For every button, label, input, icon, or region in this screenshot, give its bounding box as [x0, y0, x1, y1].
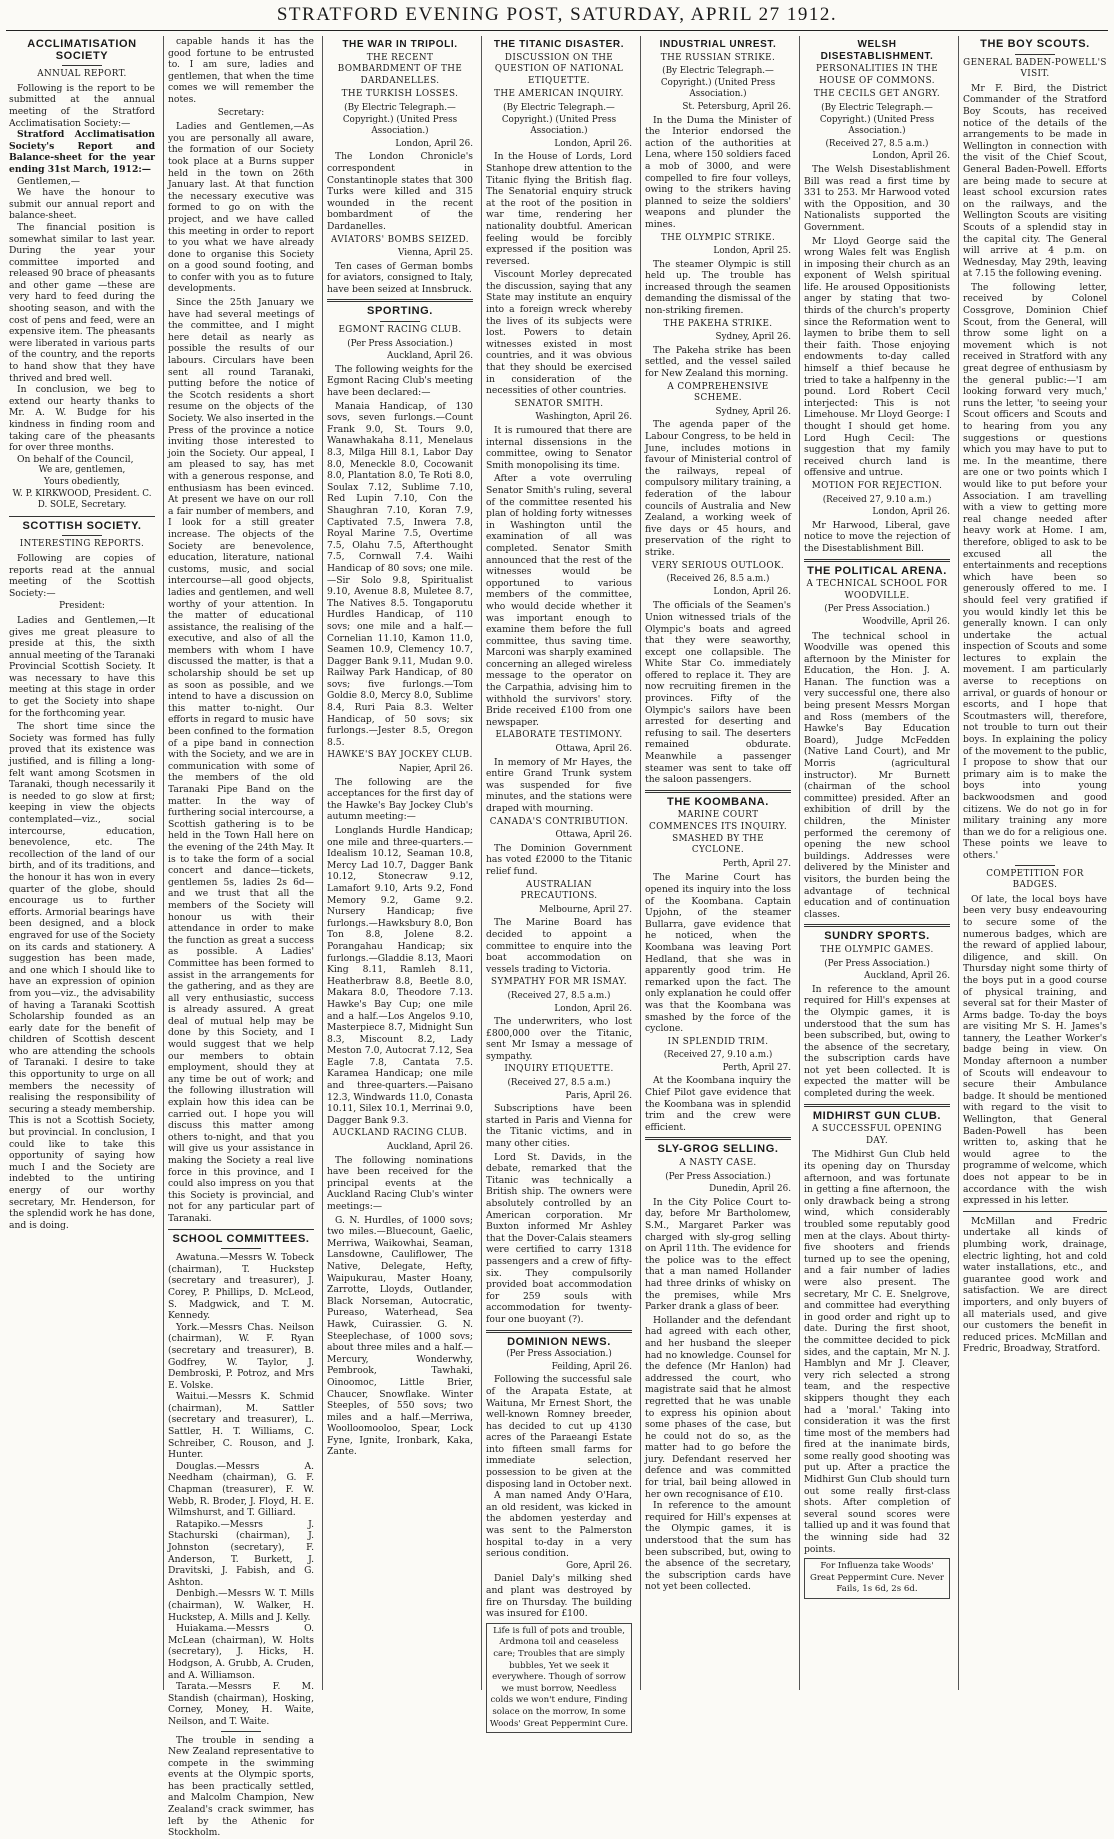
paragraph: The following nominations have been received for the principal events at the Auckland Racing Club's winter meetings:— [327, 1154, 473, 1212]
advertisement: For Influenza take Woods' Great Peppermint Cure. Never Fails, 1s 6d, 2s 6d. [804, 1558, 950, 1599]
column-1 [6, 36, 158, 1690]
column-5 [642, 36, 794, 1690]
received-time: (Received 27, 9.10 a.m.) [663, 1050, 773, 1061]
subheading: VERY SERIOUS OUTLOOK. [651, 560, 785, 571]
paragraph: In reference to the amount required for Hill's expenses at the Olympic games, it is understood that the sum has been subscribed, but, owing to the absence of the secretary, the subscription cards have not yet been collected. [645, 1500, 791, 1593]
paragraph: G. N. Hurdles, of 1000 sovs; two miles.—Bluecount, Gaelic, Merriwa, Waikowhai, Seaman, Lansdowne, Cauliflower, The Native, Delegate, Hefty, Waipukurau, Master Hoany, Zarrotte, Lloyds, Outlander, Black Norseman, Autocratic, Pureaso, Waterhead, Sea Hawk, Cuirassier. G. N. Steeplechase, of 1000 sovs; about three miles and a half.—Mercury, Wonderwhy, Pembrook, Tawhaki, Oinoomoc, Little Brier, Chaucer, Snowflake. Winter Steeples, of 550 sovs; two miles and a half.—Merriwa, Woolloomooloo, Spear, Lock Fyne, Ignite, Ironbark, Kaka, Zante. [327, 1214, 473, 1458]
paragraph: A man named Andy O'Hara, an old resident, was kicked in the abdomen yesterday and was sent to the Palmerston hospital to-day in a very serious condition. [486, 1490, 632, 1560]
paragraph: The agenda paper of the Labour Congress, to be held in June, includes motions in favour of Ministerial control of the railways, repeal of compulsory military training, a federation of the labour councils of Australia and New Zealand, a working week of five days or 45 hours, and preservation of the right to strike. [645, 419, 791, 558]
paragraph: Lord St. Davids, in the debate, remarked that the Titanic was technically a British ship. The owners were absolutely controlled by an American corporation. Mr Buxton informed Mr Ashley that the Dover-Calais steamers were certified to carry 1318 passengers and a crew of fifty-six. They compulsorily provided boat accommodation for 259 souls with accommodation for twenty-four one buoyant (?). [486, 1151, 632, 1325]
subheading-interesting-reports: INTERESTING REPORTS. [19, 539, 145, 550]
paragraph: The Dominion Government has voted £2000 to the Titanic relief fund. [486, 842, 632, 877]
paragraph: The following weights for the Egmont Racing Club's meeting have been declared:— [327, 363, 473, 399]
subheading: AVIATORS' BOMBS SEIZED. [331, 234, 469, 245]
column-7 [960, 36, 1110, 1690]
heading-school-committees: SCHOOL COMMITTEES. [172, 1232, 310, 1245]
column-6 [801, 36, 953, 1690]
received-time: (Received 27, 8.5 a.m.) [507, 990, 611, 1001]
masthead-rule [6, 30, 1108, 31]
advertisement: McMillan and Fredric undertake all kinds of plumbing work, drainage, electric lighting, hot and cold water installations, etc., and guarantee good work and satisfaction. We are direct importers, and only buyers of all materials used, and give our customers the benefit in reduced prices. McMillan and Fredric, Broadway, Stratford. [963, 1215, 1107, 1355]
subheading: EGMONT RACING CLUB. [338, 325, 462, 336]
rule [62, 65, 102, 66]
dateline: Sydney, April 26. [715, 332, 791, 343]
dateline: Woodville, April 26. [862, 616, 950, 627]
rule [221, 1248, 261, 1249]
heading-sporting: SPORTING. [367, 305, 433, 318]
subheading: CANADA'S CONTRIBUTION. [489, 816, 629, 827]
column-rule [640, 36, 641, 1690]
paragraph: The technical school in Woodville was opened this afternoon by the Minister for Education, the Hon. J. A. Hanan. The function was a very successful one, there also being present Messrs Morgan and Ross (members of the Hawke's Bay Education Board), Judge McFedden (Native Land Court), and Mr Morris (agricultural instructor). Mr Burnett (chairman of the school committee) presided. After an exhibition of drill by the children, the Minister performed the ceremony of opening the new school buildings. Addresses were delivered by the Minister and visitors, the burden being the advantage of technical education and of continuation classes. [804, 630, 950, 920]
paragraph: Subscriptions have been started in Paris and Vienna for the Titanic victims, and in many other cities. [486, 1103, 632, 1150]
subheading: THE RECENT BOMBARDMENT OF THE DARDANELLES. [337, 52, 463, 86]
heading-midhirst-gun-club: MIDHIRST GUN CLUB. [812, 1109, 942, 1122]
subheading: A TECHNICAL SCHOOL FOR WOODVILLE. [806, 579, 948, 601]
paragraph: Ratapiko.—Messrs J. Stachurski (chairman), J. Johnston (secretary), F. Anderson, T. Burkett, J. Dravitski, J. Fabish, and G. Ashton. [168, 1518, 314, 1588]
rule [963, 1211, 1107, 1212]
paragraph: Douglas.—Messrs A. Needham (chairman), G. F. Chapman (treasurer), F. W. Webb, R. Broder, J. Floyd, H. E. Wilmshurst, and T. Gilliard. [168, 1460, 314, 1519]
paragraph: York.—Messrs Chas. Neilson (chairman), W. F. Ryan (secretary and treasurer), B. Godfrey, W. Taylor, J. Dembroski, P. Potroz, and Mrs E. Volske. [168, 1321, 314, 1391]
subheading: THE PAKEHA STRIKE. [663, 318, 773, 329]
subheading-annual-report: ANNUAL REPORT. [37, 69, 127, 80]
paragraph: The steamer Olympic is still held up. The trouble has increased through the seamen demanding the dismissal of the non-striking firemen. [645, 258, 791, 317]
paragraph: In conclusion, we beg to extend our hearty thanks to Mr. A. W. Budge for his kindness in finding room and taking care of the pheasants for over three months. [9, 384, 155, 454]
heading-sundry-sports: SUNDRY SPORTS. [824, 930, 930, 943]
rule [221, 1731, 261, 1732]
paragraph: In memory of Mr Hayes, the entire Grand Trunk system was suspended for five minutes, and the stations were draped with mourning. [486, 756, 632, 814]
rule [380, 321, 420, 322]
received-time: (Received 27, 9.10 a.m.) [822, 494, 932, 505]
dateline: Dunedin, April 26. [709, 1184, 791, 1195]
dateline: Perth, April 27. [722, 858, 791, 869]
paragraph: The trouble in sending a New Zealand representative to compete in the swimming events at the Olympic sports, has been practically settled, and Malcolm Champion, New Zealand's crack swimmer, has left by the Athenic for Stockholm. [168, 1734, 314, 1839]
signature: W. P. KIRKWOOD, President. C. D. SOLE, Secretary. [12, 488, 152, 511]
subheading: DISCUSSION ON THE QUESTION OF NATIONAL ETIQUETTE. [494, 52, 624, 86]
subheading: A COMPREHENSIVE SCHEME. [667, 381, 769, 404]
wire-credit: (By Electric Telegraph.—Copyright.) (United Press Association.) [660, 66, 776, 100]
dateline: Perth, April 27. [722, 1062, 791, 1073]
subheading: A SUCCESSFUL OPENING DAY. [812, 1124, 942, 1146]
dateline: London, April 26. [554, 1003, 632, 1014]
paragraph: Following are copies of reports read at the annual meeting of the Scottish Society:— [9, 552, 155, 599]
subheading: ELABORATE TESTIMONY. [495, 730, 623, 741]
paragraph: Mr F. Bird, the District Commander of the Stratford Boy Scouts, has received notice of the details of the arrangements to be made in Wellington in connection with the visit of the Chief Scout, General Baden-Powell. Efforts are being made to secure at least school excursion rates on the railways, and the Wellington Scouts are visiting Scouts of a splendid stay in the capital city. The General will arrive at 4 p.m. on Wednesday, May 29th, leaving at 7.15 the following evening. [963, 82, 1107, 280]
paragraph: The financial position is somewhat similar to last year. During the year your committee imported and released 90 brace of pheasants and other game —these are very hard to feed during the shooting season, and with the cost of pens and feed, were an expensive item. The pheasants were liberated in various parts of the country, and the reports to hand show that they have thrived and bred well. [9, 221, 155, 384]
dateline: Auckland, April 26. [387, 351, 473, 362]
paragraph: At the Koombana inquiry the Chief Pilot gave evidence that the Koombana was in splendid trim and the crew were efficient. [645, 1075, 791, 1133]
paragraph: The Pakeha strike has been settled, and the vessel sailed for New Zealand this morning. [645, 344, 791, 380]
paragraph: Of late, the local boys have been very busy endeavouring to secure some of the numerous badges, which are the reward of applied labour, diligence, and skill. On Thursday night some thirty of the boys put in a good course of physical training, and several sat for their Master of Arms badge. To-day the boys are visiting Mr S. H. James's tannery, the Leather Worker's badge being in view. On Monday afternoon a number of Scouts will endeavour to secure their Ambulance badge. It should be mentioned with regard to the visit to Wellington, that General Baden-Powell has been written to, asking that he would agree to the programme of welcome, which does not appear to be in accordance with the wish expressed in his letter. [963, 893, 1107, 1207]
paragraph: We have the honour to submit our annual report and balance-sheet. [9, 187, 155, 222]
rule [645, 790, 791, 793]
paragraph: Hollander and the defendant had agreed with each other, and her husband the sleeper had no knowledge. Counsel for the defence (Mr Hanlon) had addressed the court, who magistrate said that he almost regretted that he was unable to express his opinion about some phases of the case, but he could not do so, as the matter had to go before the jury. Defendant reserved her defence and was committed for trial, bail being allowed in her own recognisance of £10. [645, 1314, 791, 1500]
paragraph: Manaia Handicap, of 130 sovs, seven furlongs.—Count Frank 9.0, St. Tours 9.0, Wanawhakaha 8.11, Menelaus 8.3, Milga Hill 8.1, Labor Day 8.0, Meneckle 8.0, Cocowanit 8.0, Plantation 8.0, Te Roti 8.0, Soulax 7.12, Sublime 7.10, Red Lupin 7.10, Con the Shaughran 7.10, Koran 7.9, Captivated 7.5, Inwera 7.8, Royal Marine 7.5, Overtime 7.5, Olahu 7.5, Afterthought 7.5, Cornwall 7.4. Waihi Handicap of 80 sovs; one mile.—Sir Solo 9.8, Spiritualist 9.10, Avenue 8.8, Muletee 8.7, The Natives 8.5. Tongaporutu Hurdles Handicap, of 110 sovs; one mile and a half.—Cornelian 11.10, Kamon 11.0, Seamen 10.9, Clemency 10.7, Dagger Bank 9.11, Mudan 9.0. Railway Park Handicap, of 80 sovs; five furlongs.—Tom Goldie 8.0, Mercy 8.0, Sublime 8.4, Ruri Paia 8.3. Welter Handicap, of 50 sovs; six furlongs.—Jester 8.5, Oregon 8.5. [327, 400, 473, 748]
heading-dominion-news: DOMINION NEWS. [507, 1335, 611, 1348]
columns [6, 36, 1110, 1839]
subheading: AUCKLAND RACING CLUB. [332, 1128, 468, 1139]
wire-credit: (Per Press Association.) [347, 338, 453, 349]
dateline: Paris, April 26. [565, 1090, 632, 1101]
paragraph: After a vote overruling Senator Smith's ruling, several of the committee resented his plan of holding forty witnesses in Washington until the examination of all was completed. Senator Smith announced that the rest of the witnesses would be opportuned to various members of the committee, who would decide whether it was important enough to examine them before the full committee, thus saving time. Marconi was sharply examined concerning an alleged wireless message to the operator on the Carpathia, advising him to withhold the survivors' story. Bride received £100 from one newspaper. [486, 473, 632, 728]
subheading: GENERAL BADEN-POWELL'S VISIT. [963, 57, 1107, 80]
heading-acclimatisation: ACCLIMATISATION SOCIETY [27, 38, 137, 62]
rule [645, 1137, 791, 1140]
paragraph: Tarata.—Messrs F. M. Standish (chairman), Hosking, Corney, Money, H. Waite, Neilson, and T. Waite. [168, 1681, 314, 1727]
subheading: A NASTY CASE. [679, 1158, 757, 1169]
paragraph: Gentlemen,— [17, 175, 80, 187]
subheading: HAWKE'S BAY JOCKEY CLUB. [327, 750, 473, 761]
heading-boy-scouts: THE BOY SCOUTS. [980, 38, 1090, 50]
paragraph: Stratford Acclimatisation Society's Report and Balance-sheet for the year ending 31st March, 1912:— [9, 129, 155, 175]
received-time: (Received 27, 8.5 a.m.) [825, 138, 929, 149]
paragraph: Since the 25th January we have had several meetings of the committee, and I might here detail as nearly as possible the results of our labours. Circulars have been sent all round Taranaki, putting before the notice of the Scotch residents a short resume on the objects of the Society. We also inserted in the Press of the province a notice inviting those interested to join the Society. Our appeal, I am pleased to say, has met with a generous response, and enthusiasm has been evinced. At present we have on our roll a fair number of members, and I look for a still greater increase. The objects of the Society are benevolence, education, literature, national customs, music, and social intercourse—all good objects, ladies and gentlemen, and well worthy of your attention. In the matter of educational assistance, the realising of the executive, and also of all the members with whom I have discussed the matter, is that a scholarship should be set up as soon as possible, and we intend to have a discussion on this matter to-night. Our efforts in regard to music have been confined to the formation of a pipe band in connection with the Society, and we are in communication with some of the members of the old Taranaki Pipe Band on the matter. In the way of furthering social intercourse, a Scottish gathering is to be held in the Town Hall here on the evening of the 24th May. It is to take the form of a social concert and dance—tickets, gentlemen 5s, ladies 2s 6d—and we trust that all the members of the Society will honour us with their attendance in order to make the function as great a success as possible. A Ladies' Committee has been formed to assist in the arrangements for the gathering, and as they are all very enthusiastic, success is already assured. A great deal of mutual help may be done by this Society, and I would suggest that we help our members to obtain employment, should they at any time be out of work; and the following illustration will explain how this idea can be carried out. I hope you will discuss this matter among others to-night, and that you will give us your assistance in making the Society a real live force in this province, and I could also impress on you that this Society is provincial, and not for any particular part of Taranaki. [168, 297, 314, 1224]
wire-credit: (By Electric Telegraph.—Copyright.) (United Press Association.) [501, 102, 617, 137]
wire-credit: (Per Press Association.) [824, 604, 930, 615]
paragraph: The following are the acceptances for the first day of the Hawke's Bay Jockey Club's autumn meeting:— [327, 776, 473, 823]
column-rule [481, 36, 482, 1690]
dateline: Napier, April 26. [398, 764, 473, 775]
paragraph: Ladies and Gentlemen,—It gives me great pleasure to preside at this, the sixth annual meeting of the Taranaki Provincial Scottish Society. It was necessary to have this meeting at this stage in order to get the Society into shape for the forthcoming year. [9, 614, 155, 719]
dateline: London, April 26. [554, 138, 632, 149]
wire-credit: (Per Press Association.) [665, 1171, 771, 1182]
heading-war-in-tripoli: THE WAR IN TRIPOLI. [342, 39, 458, 50]
paragraph: In the Duma the Minister of the Interior endorsed the action of the authorities at Lena, where 150 soldiers faced a mob of 3000, and were compelled to fire four volleys, owing to the strikers having planned to seize the soldiers' weapons and plunder the mines. [645, 114, 792, 230]
received-time: (Received 27, 8.5 a.m.) [507, 1078, 611, 1089]
wire-credit: (By Electric Telegraph.—Copyright.) (United Press Association.) [819, 102, 935, 137]
paragraph: The Marine Board has decided to appoint a committee to enquire into the boat accommodation on vessels trading to Victoria. [486, 917, 632, 975]
subheading: THE OLYMPIC GAMES. [820, 944, 934, 955]
paragraph: In the City Police Court to-day, before Mr Bartholomew, S.M., Margaret Parker was charged with sly-grog selling on April 11th. The evidence for the police was to the effect that a man named Hollander had three drinks of whisky on the premises, while Mrs Parker drank a glass of beer. [645, 1196, 791, 1313]
paragraph: The Marine Court has opened its inquiry into the loss of the Koombana. Captain Upjohn, of the steamer Bullarra, gave evidence that he noticed, when the Koombana was leaving Port Hedland, that she was in apparently good trim. He remarked upon the fact. The only explanation he could offer was that the Koombana was smashed by the force of the cyclone. [645, 872, 791, 1035]
paragraph: Longlands Hurdle Handicap; one mile and three-quarters.—Idealism 10.12, Seaman 10.8, Mercy Lad 10.7, Dagger Bank 10.12, Stonecraw 9.12, Lamafort 9.10, Arts 9.2, Fond Memory 9.2, Game 9.2. Nursery Handicap; five furlongs.—Hawksbury 8.0, Bon Ton 8.8, Jolene 8.2. Porangahau Handicap; six furlongs.—Gladdie 8.13, Maori King 8.11, Ramleh 8.11, Heatherbraw 8.8, Beetle 8.0, Makara 8.0, Theodore 7.13. Hawke's Bay Cup; one mile and a half.—Los Angelos 9.10, Masterpiece 8.7, Midnight Sun 8.3, Miscount 8.2, Lady Meston 7.0, Autocrat 7.12, Sea Eagle 7.8, Cantata 7.5. Karamea Handicap; one mile and three-quarters.—Paisano 12.3, Windwards 11.0, Conasta 10.11, Silex 10.1, Merrinai 9.0, Dagger Bank 9.3. [327, 825, 473, 1126]
paragraph: Ladies and Gentlemen,—As you are personally all aware, the formation of our Society took place at a Burns supper held in the town on 26th January last. At that function the necessary executive was formed to go on with the project, and we have called this meeting in order to report to you what we have already done to organise this Society on a good sound footing, and to confer with you as to future developments. [168, 121, 314, 295]
dateline: London, April 25. [713, 246, 791, 257]
heading-scottish-society: SCOTTISH SOCIETY. [22, 519, 142, 532]
subheading: COMPETITION FOR BADGES. [986, 868, 1084, 891]
advertisement: Life is full of pots and trouble, Ardmona toil and ceaseless care; Troubles that are simply bubbles, Yet we seek it everywhere. Though of sorrow we must borrow, Needless colds we won't endure, Finding solace on the morrow, In some Woods' Great Peppermint Cure. [486, 1623, 632, 1733]
dateline: Auckland, April 26. [387, 1142, 473, 1153]
paragraph: The following letter, received by Colonel Cossgrove, Dominion Chief Scout, from the General, will throw some light on a movement which is not received in Stratford with any great degree of enthusiasm by the general public:—'I am looking forward very much,' runs the letter, 'to seeing your Scout officers and Scouts and to hearing from you any suggestions or questions which you may have to put to me. In the meantime, there are one or two points which I would like to put before your Association. I am travelling with a view to getting more real change needed after heavy work at Home. I am, therefore, obliged to ask to be excused all the entertainments and receptions which have been so generously offered to me. I should feel very gratified if you would kindly let this be generally known. I can only undertake the actual inspection of Scouts and some lectures to explain the movement. I am particularly averse to receptions on arrival, or guards of honour or escorts, and I hope that Scoutmasters will, therefore, not trouble to turn out their boys. In explaining the policy of the movement to the public, I propose to show that our primary aim is to make the boys into young backwoodsmen and good citizens. We do not go in for military training any more than we do for a religious one. These points we leave to others.' [963, 281, 1107, 861]
dateline: London, April 26. [713, 586, 791, 597]
dateline: Auckland, April 26. [864, 971, 950, 982]
paragraph: Awatuna.—Messrs W. Tobeck (chairman), T. Huckstep (secretary and treasurer), J. Corey, P. Phillips, D. McLeod, S. Madgwick, and T. M. Kennedy. [168, 1252, 314, 1322]
paragraph: On behalf of the Council, [17, 453, 134, 465]
rule [804, 559, 950, 562]
rule [62, 535, 102, 536]
rule [1015, 54, 1055, 55]
paragraph: Mr Lloyd George said the wrong Wales felt was English in imposing their church as an exponent of Welsh spiritual life. He aroused Oppositionists anger by stating that two-thirds of the church's property since the Reformation went to laymen to bribe them to sell their faith. Those enjoying endowments to-day called himself a thief because he tried to take a halfpenny in the pound. Lord Robert Cecil interjected: This is not Limehouse. Mr Lloyd George: I thought I should get home. Lord Hugh Cecil: The suggestion that my family received church land is offensive and untrue. [804, 235, 950, 479]
rule [804, 1104, 950, 1107]
heading-welsh-disestablishment: WELSH DISESTABLISHMENT. [820, 39, 934, 62]
subheading: MARINE COURT COMMENCES ITS INQUIRY. SMASHED BY THE CYCLONE. [648, 810, 788, 856]
dateline: Ottawa, April 26. [555, 744, 632, 755]
paragraph: Mr Harwood, Liberal, gave notice to move the rejection of the Disestablishment Bill. [804, 519, 950, 554]
paragraph: The Welsh Disestablishment Bill was read a first time by 331 to 253. Mr Harwood voted with the Opposition, and 30 Nationalists supported the Government. [804, 163, 950, 233]
paragraph: Waitui.—Messrs K. Schmid (chairman), M. Sattler (secretary and treasurer), L. Sattler, H. T. Williams, C. Schreiber, C. Rouson, and J. Hunter. [168, 1391, 314, 1461]
column-rule [163, 36, 164, 1690]
paragraph: Ten cases of German bombs for aviators, consigned to Italy, have been seized at Innsbruck. [327, 260, 473, 295]
heading-political-arena: THE POLITICAL ARENA. [807, 564, 947, 577]
wire-credit: (Per Press Association.) [824, 958, 930, 969]
subheading: THE RUSSIAN STRIKE. [660, 52, 776, 63]
subheading: PERSONALITIES IN THE HOUSE OF COMMONS. [815, 64, 939, 86]
dateline: Sydney, April 26. [715, 406, 791, 417]
rule [327, 299, 473, 302]
paragraph: Following the successful sale of the Arapata Estate, at Waituna, Mr Ernest Short, the well-known Romney breeder, has decided to cut up 4130 acres of the Paraeangi Estate into fifteen small farms for immediate selection, possession to be given at the disposing land in October next. [486, 1374, 632, 1490]
column-2 [165, 36, 317, 1839]
heading-titanic-disaster: THE TITANIC DISASTER. [493, 39, 625, 50]
paragraph: Huiakama.—Messrs O. McLean (chairman), W. Holts (secretary), J. Hicks, H. Hodgson, A. Grubb, A. Cruden, and A. Williamson. [168, 1623, 314, 1681]
paragraph: It is rumoured that there are internal dissensions in the committee, owing to Senator Smith monopolising its time. [486, 425, 632, 471]
received-time: (Received 26, 8.5 a.m.) [666, 574, 770, 585]
paragraph: The Midhirst Gun Club held its opening day on Thursday afternoon, and was fortunate in getting a fine afternoon, the only drawback being a strong wind, which considerably troubled some reputably good men at the clays. About thirty-five shooters and friends turned up to see the opening, and a fair number of ladies were also present. The secretary, Mr C. E. Snelgrove, and committee had everything in good order and right up to date. During the first shoot, the committee decided to pick sides, and the captain, Mr N. J. Hamblyn and Mr J. Cleaver, very rich selected a strong team, and the respective skippers thought they each had a 'moral.' Taking into consideration it was the first time most of the members had fired at the inanimate birds, some really good shooting was put up. After a practice the Midhirst Gun Club should turn out some really first-class shots. After completion of several sound scores were tallied up and it was found that the winning side had 32 points. [804, 1149, 951, 1555]
paragraph: In the House of Lords, Lord Stanhope drew attention to the Titanic flying the British flag. The Senatorial enquiry struck at the root of the position in war time, rendering her nationality doubtful. American feeling would be forcibly expressed if the position was reversed. [486, 151, 632, 267]
column-3 [324, 36, 476, 1690]
column-rule [322, 36, 323, 1690]
dateline: London, April 26. [395, 138, 473, 149]
paragraph: The officials of the Seamen's Union witnessed trials of the Olympic's boats and agreed that they were seaworthy, except one collapsible. The White Star Co. immediately offered to replace it. They are now recruiting firemen in the provinces. Fifty of the Olympic's sailors have been arrested for deserting and refusing to sail. The deserters remained obdurate. Meanwhile a passenger steamer was sent to take off the saloon passengers. [645, 600, 791, 786]
wire-credit: (By Electric Telegraph.—Copyright.) (United Press Association.) [342, 102, 458, 137]
column-4 [483, 36, 635, 1729]
paragraph: We are, gentlemen, [38, 465, 126, 476]
subheading-president: President: [59, 601, 105, 612]
dateline: Vienna, April 25. [398, 248, 473, 259]
rule [804, 924, 950, 927]
subheading: MOTION FOR REJECTION. [811, 480, 943, 491]
dateline: Melbourne, April 27. [539, 904, 632, 915]
rule [486, 1330, 632, 1333]
dateline: Feilding, April 26. [551, 1361, 632, 1372]
dateline: London, April 26. [872, 507, 950, 518]
dateline: Gore, April 26. [566, 1560, 632, 1571]
dateline: Ottawa, April 26. [555, 830, 632, 841]
wire-credit: (Per Press Association.) [506, 1349, 612, 1360]
heading-koombana: THE KOOMBANA. [667, 795, 769, 808]
subheading: THE CECILS GET ANGRY. [813, 89, 941, 100]
paragraph: Viscount Morley deprecated the discussion, saying that any State may institute an enquiry into a foreign wreck whereby the lives of its subjects were lost. Powers to detain witnesses existed in most countries, and it was obvious that they should be exercised in consideration of the necessities of other countries. [486, 269, 632, 397]
rule [168, 1229, 314, 1230]
paragraph: Denbigh.—Messrs W. T. Mills (chairman), W. Walker, H. Huckstep, A. Mills and J. Kelly. [168, 1588, 314, 1623]
dateline: St. Petersburg, April 26. [682, 101, 791, 112]
rule [1015, 865, 1055, 866]
rule [9, 516, 155, 517]
subheading: SYMPATHY FOR MR ISMAY. [491, 977, 627, 988]
subheading: THE OLYMPIC STRIKE. [660, 232, 776, 243]
paragraph: The short time since the Society was formed has fully proved that its existence was justified, and is filling a long-felt want among Scotsmen in Taranaki, though necessarily it is needed to go slow at first; keeping in view the objects contemplated—viz., social intercourse, education, benevolence, etc. The recollection of the land of our birth, and of its traditions, and the honour it has won in every quarter of the globe, should encourage us to further efforts. Armorial bearings have been designed, and a block engraved for use of the Society on its cards and stationery. A suggestion has been made, and one which I should like to have an expression of opinion from you—viz., the advisability of having a Taranaki Scottish Scholarship founded as an early date for the benefit of children of Scottish descent who are attending the schools of Taranaki. I desire to take this opportunity to urge on all members the necessity of realising the responsibility of securing a steady membership. This is not a Scottish Society, but provincial. In conclusion, I could like to take this opportunity of saying how much I and the Society are indebted to the untiring energy of our worthy secretary, Mr. Henderson, for the splendid work he has done, and is doing. [9, 721, 155, 1231]
column-rule [799, 36, 800, 1690]
dateline: Washington, April 26. [535, 412, 632, 423]
dateline: London, April 26. [872, 151, 950, 162]
paragraph: Daniel Daly's milking shed and plant was destroyed by fire on Thursday. The building was insured for £100. [486, 1573, 632, 1620]
paragraph: capable hands it has the good fortune to be entrusted to. I am sure, ladies and gentlemen, that when the time comes we will remember the notes. [168, 36, 314, 105]
subheading: THE TURKISH LOSSES. [341, 89, 459, 100]
subheading: INQUIRY ETIQUETTE. [504, 1064, 614, 1075]
paragraph: Yours obediently, [44, 476, 120, 487]
subheading: THE AMERICAN INQUIRY. [494, 89, 624, 100]
paragraph: The London Chronicle's correspondent in Constantinople states that 300 Turks were killed and 315 wounded in the recent bombardment of the Dardanelles. [327, 151, 473, 232]
paragraph: Following is the report to be submitted at the annual meeting of the Stratford Acclimatisation Society:— [9, 82, 155, 129]
paragraph: The underwriters, who lost £800,000 over the Titanic, sent Mr Ismay a message of sympathy. [486, 1016, 632, 1062]
subheading: IN SPLENDID TRIM. [667, 1036, 769, 1047]
heading-sly-grog-selling: SLY-GROG SELLING. [657, 1143, 779, 1156]
subheading: AUSTRALIAN PRECAUTIONS. [520, 879, 598, 902]
paragraph: In reference to the amount required for Hill's expenses at the Olympic games, it is understood that the sum has been subscribed, but, owing to the absence of the secretary, the subscription cards have not yet been collected. It is expected the matter will be completed during the week. [804, 983, 950, 1100]
masthead: STRATFORD EVENING POST, SATURDAY, APRIL 27 1912. [276, 4, 838, 25]
heading-industrial-unrest: INDUSTRIAL UNREST. [659, 39, 777, 50]
subheading-secretary: Secretary: [217, 107, 265, 118]
column-rule [958, 36, 959, 1690]
subheading: SENATOR SMITH. [514, 398, 604, 409]
